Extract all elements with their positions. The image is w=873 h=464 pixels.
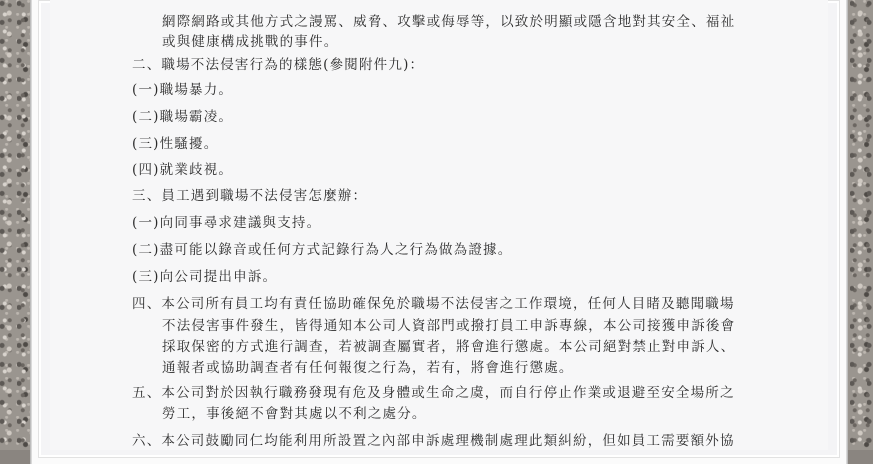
section-paragraph: 五、本公司對於因執行職務發現有危及身體或生命之虞，而自行停止作業或退避至安全場所之 (132, 385, 735, 401)
notice-sheet (50, 0, 828, 450)
section-heading: 二、職場不法侵害行為的樣態(參閱附件九)： (132, 57, 425, 73)
clause-line: 採取保密的方式進行調查，若被調查屬實者，將會進行懲處。本公司絕對禁止對申訴人、 (162, 339, 736, 355)
list-item: (二)職場霸凌。 (132, 109, 234, 125)
clause-line: 通報者或協助調查者有任何報復之行為，若有，將會進行懲處。 (162, 360, 574, 376)
list-item: (三)性騷擾。 (132, 136, 219, 152)
section-heading: 三、員工遇到職場不法侵害怎麼辦： (132, 188, 368, 204)
list-item: (一)向同事尋求建議與支持。 (132, 215, 322, 231)
clause-line: 不法侵害事件發生，皆得通知本公司人資部門或撥打員工申訴專線，本公司接獲申訴後會 (162, 318, 736, 334)
clause-line: 網際網路或其他方式之謾罵、威脅、攻擊或侮辱等，以致於明顯或隱含地對其安全、福祉 (162, 14, 736, 30)
clause-line: 或與健康構成挑戰的事件。 (162, 34, 339, 50)
list-item: (一)職場暴力。 (132, 82, 234, 98)
list-item: (二)盡可能以錄音或任何方式記錄行為人之行為做為證據。 (132, 242, 513, 258)
list-item: (四)就業歧視。 (132, 162, 234, 178)
section-paragraph: 四、本公司所有員工均有責任協助確保免於職場不法侵害之工作環境，任何人目睹及聽聞職場 (132, 296, 735, 312)
list-item: (三)向公司提出申訴。 (132, 269, 278, 285)
clause-line: 勞工，事後絕不會對其處以不利之處分。 (162, 406, 427, 422)
section-paragraph: 六、本公司鼓勵同仁均能利用所設置之內部申訴處理機制處理此類糾紛，但如員工需要額外協 (132, 433, 735, 449)
